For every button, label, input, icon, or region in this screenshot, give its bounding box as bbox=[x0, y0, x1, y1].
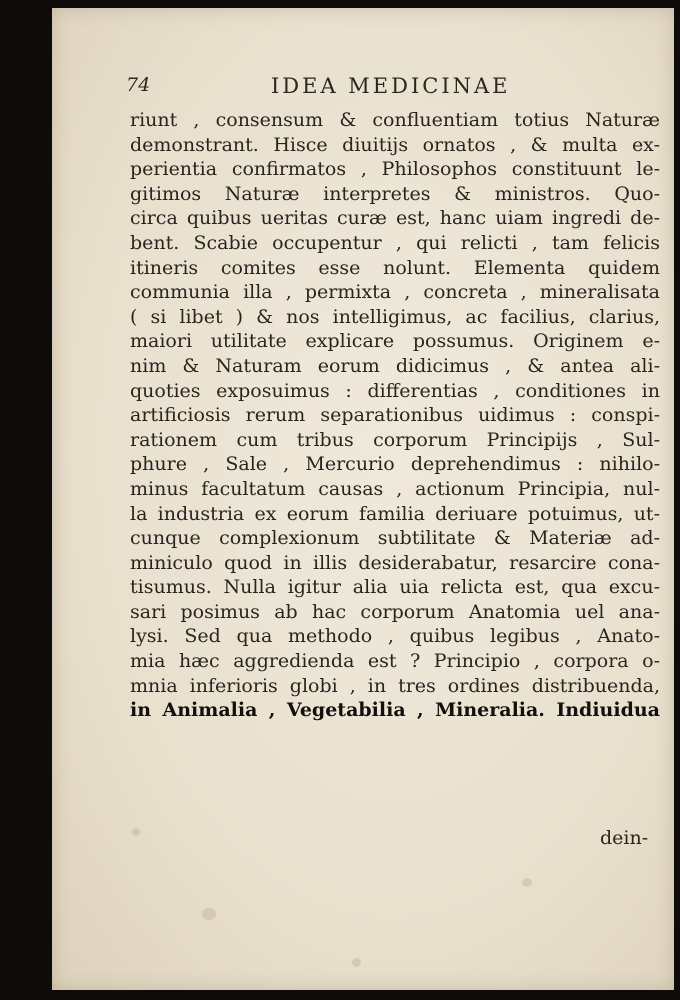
text-line: communia illa , permixta , concreta , mineralisata bbox=[130, 281, 660, 304]
running-title: IDEA MEDICINAE bbox=[271, 74, 511, 98]
page-number: 74 bbox=[126, 74, 151, 96]
text-line: bent. Scabie occupentur , qui relicti , tam felicis bbox=[130, 231, 660, 254]
text-line: in Animalia , Vegetabilia , Mineralia. Indiuidua bbox=[130, 699, 660, 722]
text-line: mnia inferioris globi , in tres ordines distribuenda, bbox=[130, 674, 660, 697]
text-line: mia hæc aggredienda est ? Principio , corpora o- bbox=[130, 650, 660, 673]
text-line: itineris comites esse nolunt. Elementa quidem bbox=[130, 256, 660, 279]
text-line: demonstrant. Hisce diuitijs ornatos , & multa ex- bbox=[130, 133, 660, 156]
paper-stain bbox=[132, 828, 140, 836]
text-line: riunt , consensum & confluentiam totius Naturæ bbox=[130, 109, 660, 131]
text-line: circa quibus ueritas curæ est, hanc uiam ingredi de- bbox=[130, 207, 660, 230]
text-line: tisumus. Nulla igitur alia uia relicta est, qua excu- bbox=[130, 576, 660, 599]
text-line: artificiosis rerum separationibus uidimus : conspi- bbox=[130, 404, 660, 427]
text-line: cunque complexionum subtilitate & Materiæ ad- bbox=[130, 527, 660, 550]
paper-stain bbox=[522, 878, 532, 887]
text-line: la industria ex eorum familia deriuare potuimus, ut- bbox=[130, 502, 660, 525]
text-line: lysi. Sed qua methodo , quibus legibus , Anato- bbox=[130, 625, 660, 648]
text-line: minus facultatum causas , actionum Principia, nul- bbox=[130, 477, 660, 500]
paper-stain bbox=[352, 958, 361, 967]
text-line: maiori utilitate explicare possumus. Originem e- bbox=[130, 330, 660, 353]
text-line: miniculo quod in illis desiderabatur, resarcire cona- bbox=[130, 551, 660, 574]
page-header bbox=[126, 74, 556, 100]
text-line: nim & Naturam eorum didicimus , & antea ali- bbox=[130, 354, 660, 377]
paper-stain bbox=[202, 908, 216, 920]
text-line: quoties exposuimus : differentias , conditiones in bbox=[130, 379, 660, 402]
text-line: phure , Sale , Mercurio deprehendimus : nihilo- bbox=[130, 453, 660, 476]
text-line: ( si libet ) & nos intelligimus, ac facilius, clarius, bbox=[130, 305, 660, 328]
text-line: gitimos Naturæ interpretes & ministros. Quo- bbox=[130, 182, 660, 205]
text-line: sari posimus ab hac corporum Anatomia uel ana- bbox=[130, 600, 660, 623]
text-line: rationem cum tribus corporum Principijs , Sul- bbox=[130, 428, 660, 451]
catchword: dein- bbox=[600, 827, 649, 849]
body-text bbox=[130, 108, 660, 723]
text-line: perientia confirmatos , Philosophos constituunt le- bbox=[130, 158, 660, 181]
